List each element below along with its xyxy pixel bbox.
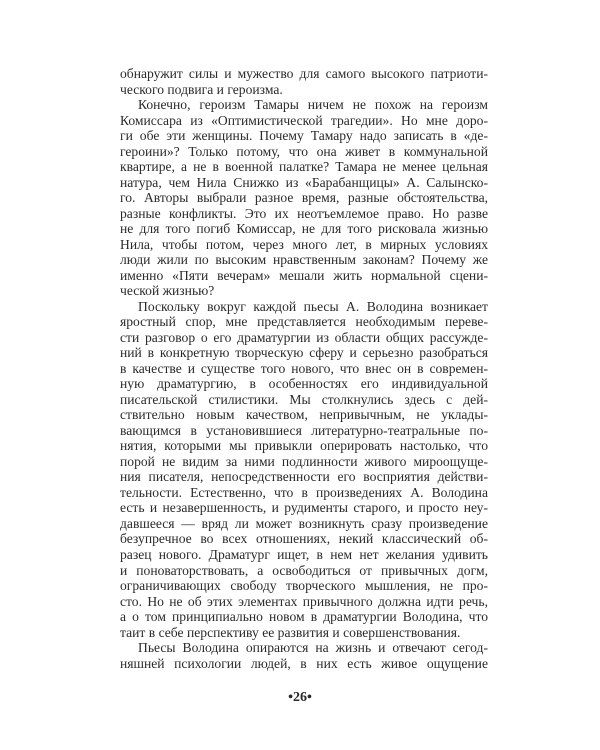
text-line: а о том принципиально новом в драматургии Володина, что — [120, 609, 488, 625]
text-line: го. Авторы выбрали разное время, разные обстоятельства, — [120, 190, 488, 206]
text-line: Конечно, героизм Тамары ничем не похож на героизм — [138, 97, 488, 113]
text-line: ческой жизнью? — [120, 283, 215, 299]
text-line: ограничивающих свободу творческого мышления, не про- — [120, 578, 488, 594]
text-line: сто. Но не об этих элементах привычного должна идти речь, — [120, 593, 488, 609]
text-line: вающимся в установившиеся литературно-театральные по- — [120, 422, 488, 438]
text-line: ную драматургию, в особенностях его индивидуальной — [120, 376, 488, 392]
text-line: героини»? Только потому, что она живет в коммунальной — [120, 143, 488, 159]
text-line: разец нового. Драматург ищет, в нем нет желания удивить — [120, 546, 488, 562]
text-line: и поноваторствовать, а освободиться от привычных догм, — [120, 562, 488, 578]
paragraph — [120, 640, 488, 671]
text-line: ния писателя, непосредственности его восприятия действи- — [120, 469, 488, 485]
text-line: Пьесы Володина опираются на жизнь и отвечают сегод- — [138, 640, 488, 656]
text-line: ствительно новым качеством, непривычным, не уклады- — [120, 407, 488, 423]
text-line: Поскольку вокруг каждой пьесы А. Володина возникает — [138, 298, 488, 314]
text-line: ги обе эти женщины. Почему Тамару надо записать в «де- — [120, 128, 488, 144]
text-line: сти разговор о его драматургии из области общих рассужде- — [120, 329, 488, 345]
text-line: порой не видим за ними подлинности живого мироощуще- — [120, 453, 488, 469]
text-line: Комиссара из «Оптимистической трагедии». Но мне доро- — [120, 112, 488, 128]
text-line: няшней психологии людей, в них есть живое ощущение — [120, 655, 488, 671]
text-line: разные конфликты. Это их неотъемлемое право. Но разве — [120, 205, 488, 221]
text-line: безупречное во всех отношениях, некий классический об- — [120, 531, 488, 547]
page-body — [120, 66, 488, 671]
text-line: обнаружит силы и мужество для самого высокого патриоти- — [120, 66, 488, 81]
paragraph — [120, 299, 488, 640]
text-line: в качестве и существе того нового, что внес он в современ- — [120, 360, 488, 376]
text-line: таит в себе перспективу ее развития и совершенствования. — [120, 624, 461, 640]
text-line: ческого подвига и героизма. — [120, 81, 283, 97]
paragraph — [120, 66, 488, 97]
page-number: •26• — [288, 690, 312, 705]
text-line: есть и незавершенность, и рудименты старого, и просто неу- — [120, 500, 488, 516]
text-line: ний в конкретную творческую сферу и серьезно разобраться — [120, 345, 488, 361]
text-line: яростный спор, мне представляется необходимым переве- — [120, 314, 488, 330]
text-line: тельности. Естественно, что в произведениях А. Володина — [120, 484, 488, 500]
text-line: Нила, чтобы потом, через много лет, в мирных условиях — [120, 236, 488, 252]
text-line: именно «Пяти вечерам» мешали жить нормальной сцени- — [120, 267, 488, 283]
text-line: давшееся — вряд ли может возникнуть сразу произведение — [120, 515, 488, 531]
paragraph — [120, 97, 488, 299]
text-line: писательской стилистики. Мы столкнулись здесь с дей- — [120, 391, 488, 407]
text-line: не для того погиб Комиссар, не для того рисковала жизнью — [120, 221, 488, 237]
text-line: люди жили по высоким нравственным законам? Почему же — [120, 252, 488, 268]
text-line: квартире, а не в военной палатке? Тамара не менее цельная — [120, 159, 488, 175]
text-line: натура, чем Нила Снижко из «Барабанщицы» А. Салынско- — [120, 174, 488, 190]
text-line: нятия, которыми мы привыкли оперировать настолько, что — [120, 438, 488, 454]
